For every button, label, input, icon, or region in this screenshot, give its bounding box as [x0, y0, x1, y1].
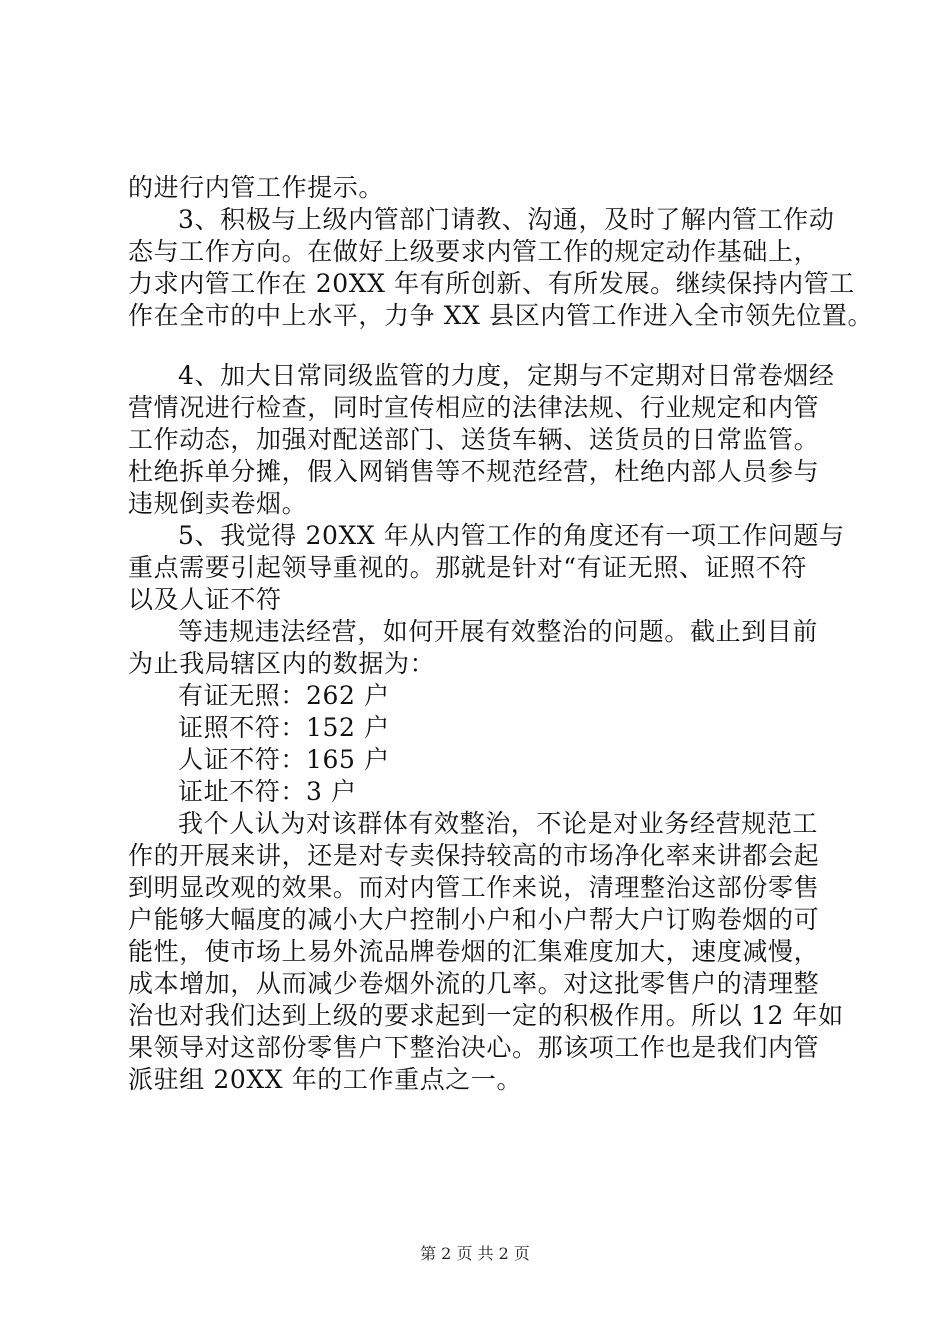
text-line: 重点需要引起领导重视的。那就是针对“有证无照、证照不符 — [128, 553, 807, 582]
text-line: 作的开展来讲，还是对专卖保持较高的市场净化率来讲都会起 — [128, 841, 820, 870]
text-line: 3、积极与上级内管部门请教、沟通，及时了解内管工作动 — [178, 205, 835, 234]
text-line: 派驻组 20XX 年的工作重点之一。 — [128, 1065, 523, 1094]
text-line: 杜绝拆单分摊，假入网销售等不规范经营，杜绝内部人员参与 — [128, 457, 820, 486]
text-line: 力求内管工作在 20XX 年有所创新、有所发展。继续保持内管工 — [128, 269, 855, 298]
data-item: 证址不符：3 户 — [178, 777, 357, 806]
text-line: 以及人证不符 — [128, 585, 282, 614]
text-line: 营情况进行检查，同时宣传相应的法律法规、行业规定和内管 — [128, 393, 820, 422]
text-line: 5、我觉得 20XX 年从内管工作的角度还有一项工作问题与 — [178, 521, 845, 550]
text-line: 4、加大日常同级监管的力度，定期与不定期对日常卷烟经 — [178, 361, 835, 390]
data-item: 人证不符：165 户 — [178, 745, 390, 774]
text-line: 违规倒卖卷烟。 — [128, 489, 308, 518]
text-line: 户能够大幅度的减小大户控制小户和小户帮大户订购卷烟的可 — [128, 905, 820, 934]
text-line: 成本增加，从而减少卷烟外流的几率。对这批零售户的清理整 — [128, 969, 820, 998]
text-line: 治也对我们达到上级的要求起到一定的积极作用。所以 12 年如 — [128, 1001, 844, 1030]
text-line: 态与工作方向。在做好上级要求内管工作的规定动作基础上， — [128, 237, 820, 266]
text-line: 作在全市的中上水平，力争 XX 县区内管工作进入全市领先位置。 — [128, 301, 874, 330]
text-line: 到明显改观的效果。而对内管工作来说，清理整治这部份零售 — [128, 873, 820, 902]
text-line: 为止我局辖区内的数据为： — [128, 649, 436, 678]
data-item: 有证无照：262 户 — [178, 681, 390, 710]
page-number-footer: 第 2 页 共 2 页 — [420, 1244, 530, 1263]
text-line: 等违规违法经营，如何开展有效整治的问题。截止到目前 — [178, 617, 819, 646]
data-item: 证照不符：152 户 — [178, 713, 390, 742]
text-line: 工作动态，加强对配送部门、送货车辆、送货员的日常监管。 — [128, 425, 820, 454]
text-line: 果领导对这部份零售户下整治决心。那该项工作也是我们内管 — [128, 1033, 820, 1062]
text-line: 能性，使市场上易外流品牌卷烟的汇集难度加大，速度减慢， — [128, 937, 820, 966]
text-line: 我个人认为对该群体有效整治，不论是对业务经营规范工 — [178, 809, 819, 838]
text-line: 的进行内管工作提示。 — [128, 173, 385, 202]
